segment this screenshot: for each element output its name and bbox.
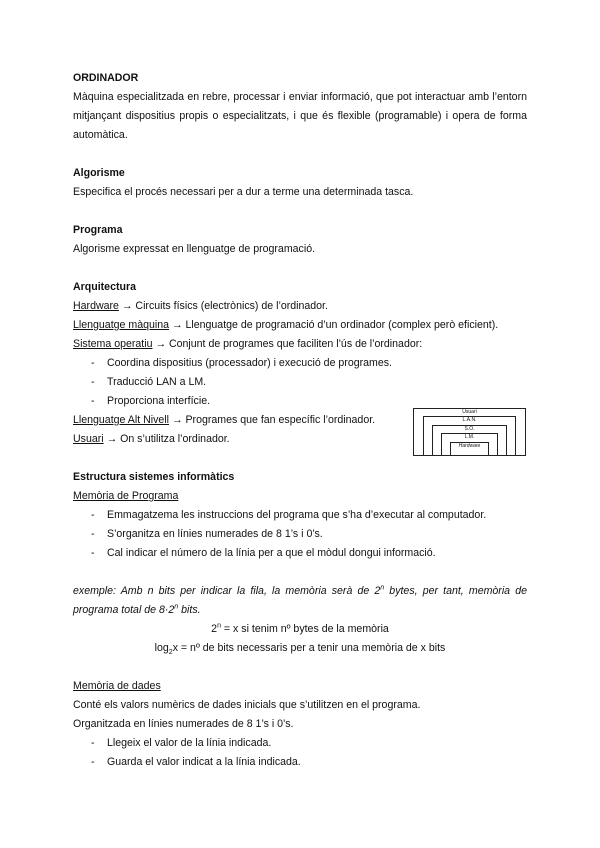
architecture-layers-diagram: [413, 408, 526, 456]
subheading-memoria-programa: Memòria de Programa: [73, 490, 179, 502]
mem-dades-list: [73, 734, 527, 772]
list-item: - Coordina dispositius (processador) i execució de programes.: [91, 354, 527, 373]
subheading-memoria-dades: Memòria de dades: [73, 680, 161, 692]
heading-ordinador: ORDINADOR: [73, 72, 139, 84]
layer-so: S.O.: [432, 425, 507, 456]
list-item: - Emmagatzema les instruccions del programa que s’ha d’executar al computador.: [91, 506, 527, 525]
list-item: - S’organitza en línies numerades de 8 1’s i 0’s.: [91, 525, 527, 544]
def-llenguatge-maquina: → Llenguatge de programació d’un ordinador (complex però eficient).: [169, 319, 499, 331]
list-item: - Llegeix el valor de la línia indicada.: [91, 734, 527, 753]
so-list: [73, 354, 527, 411]
list-item: - Guarda el valor indicat a la línia indicada.: [91, 753, 527, 772]
term-llenguatge-maquina: Llenguatge màquina: [73, 319, 170, 331]
text-ordinador: Màquina especialitzada en rebre, processar i enviar informació, que pot interactuar amb l’entorn mitjançant dispositius propis o especialitzats, i que és flexible (programable) i opera de forma automàtica.: [73, 91, 527, 141]
layer-hardware: Hardware: [450, 442, 489, 456]
def-usuari: → On s’utilitza l’ordinador.: [103, 433, 230, 445]
heading-arquitectura: Arquitectura: [73, 281, 136, 293]
example-text: exemple: Amb n bits per indicar la fila, la memòria serà de 2$^n$ bytes, per tant, memòria de programa total de $8\cdot 2^n$ bits.: [73, 584, 527, 616]
heading-algorisme: Algorisme: [73, 167, 125, 179]
heading-programa: Programa: [73, 224, 123, 236]
line-sistema-operatiu: [73, 335, 527, 354]
term-llenguatge-alt-nivell: Llenguatge Alt Nivell: [73, 414, 169, 426]
mem-prog-list: [73, 506, 527, 563]
text-programa: Algorisme expressat en llenguatge de programació.: [73, 243, 316, 255]
term-hardware: Hardware: [73, 300, 119, 312]
layer-usuari: Usuari: [462, 409, 477, 415]
formula-log: $\log_2x$ = nº de bits necessaris per a tenir una memòria de x bits: [154, 642, 446, 657]
text-memoria-dades-1: Conté els valors numèrics de dades inicials que s’utilitzen en el programa.: [73, 699, 421, 711]
def-llenguatge-alt-nivell: → Programes que fan específic l’ordinador.: [169, 414, 376, 426]
def-sistema-operatiu: → Conjunt de programes que faciliten l’ús de l’ordinador:: [152, 338, 423, 350]
text-algorisme: Especifica el procés necessari per a dur a terme una determinada tasca.: [73, 186, 414, 198]
def-hardware: → Circuits físics (electrònics) de l’ordinador.: [118, 300, 328, 312]
line-llenguatge-maquina: [73, 316, 527, 335]
formula-bytes: $2^n = x$ si tenim nº bytes de la memòria: [211, 622, 389, 635]
layer-lan: L.A.N.: [423, 416, 516, 456]
line-hardware: [73, 297, 527, 316]
term-usuari: Usuari: [73, 433, 104, 445]
heading-estructura: Estructura sistemes informàtics: [73, 471, 235, 483]
text-memoria-dades-2: Organitzada en línies numerades de 8 1’s i 0’s.: [73, 718, 294, 730]
list-item: - Cal indicar el número de la línia per a que el mòdul dongui informació.: [91, 544, 527, 563]
list-item: - Traducció LAN a LM.: [91, 373, 527, 392]
list-item: - Proporciona interfície.: [91, 392, 527, 411]
layer-lm: L.M.: [441, 433, 498, 456]
term-sistema-operatiu: Sistema operatiu: [73, 338, 153, 350]
